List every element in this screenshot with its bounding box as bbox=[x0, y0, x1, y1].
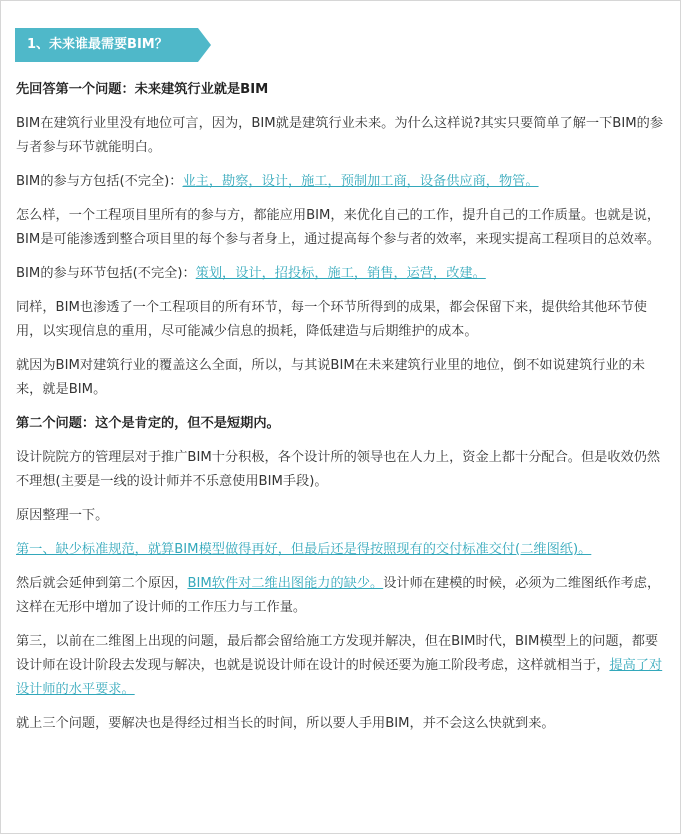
paragraph-text: 第三，以前在二维图上出现的问题，最后都会留给施工方发现并解决，但在BIM时代，BIM模型上的问题，都要设计师在设计阶段去发现与解决，也就是说设计师在设计的时候还要为施工阶段考虑，这样就相当于， bbox=[16, 634, 659, 673]
question-heading bbox=[16, 412, 666, 436]
paragraph-text: 怎么样，一个工程项目里所有的参与方，都能应用BIM，来优化自己的工作，提升自己的工作质量。也就是说，BIM是可能渗透到整合项目里的每个参与者身上，通过提高每个参与者的效率，来现实提高工程项目的总效率。 bbox=[16, 208, 661, 247]
paragraph bbox=[16, 572, 666, 620]
highlight-link[interactable]: BIM软件对二维出图能力的缺少。 bbox=[187, 576, 384, 591]
paragraph-text: 先回答第一个问题：未来建筑行业就是BIM bbox=[16, 82, 269, 97]
paragraph bbox=[16, 712, 666, 736]
paragraph-text: 然后就会延伸到第二个原因， bbox=[16, 576, 188, 591]
paragraph-text: 设计院院方的管理层对于推广BIM十分积极，各个设计所的领导也在人力上，资金上都十分配合。但是收效仍然不理想(主要是一线的设计师并不乐意使用BIM手段)。 bbox=[16, 450, 661, 489]
paragraph-text: BIM的参与环节包括(不完全)： bbox=[16, 266, 196, 281]
paragraph bbox=[16, 354, 666, 402]
section-title: 1、未来谁最需要BIM？ bbox=[27, 37, 168, 52]
highlight-link[interactable]: 业主，勘察，设计，施工，预制加工商，设备供应商，物管。 bbox=[182, 174, 539, 189]
paragraph bbox=[16, 446, 666, 494]
paragraph-text: 原因整理一下。 bbox=[16, 508, 109, 523]
paragraph-text: 就上三个问题，要解决也是得经过相当长的时间，所以要人手用BIM，并不会这么快就到来。 bbox=[16, 716, 555, 731]
paragraph-text: 设计师在建模的时候，必须为二维图纸作考虑，这样在无形中增加了设计师的工作压力与工作量。 bbox=[16, 576, 661, 615]
paragraph bbox=[16, 296, 666, 344]
paragraph bbox=[16, 170, 666, 194]
paragraph bbox=[16, 204, 666, 252]
section-banner bbox=[15, 28, 211, 62]
banner-arrow-tip bbox=[198, 28, 211, 62]
paragraph-text: 第二个问题：这个是肯定的，但不是短期内。 bbox=[16, 416, 280, 431]
paragraph bbox=[16, 630, 666, 702]
highlight-link[interactable]: 第一、缺少标准规范，就算BIM模型做得再好，但最后还是得按照现有的交付标准交付(二维图纸)。 bbox=[16, 542, 592, 557]
highlight-link[interactable]: 提高了对设计师的水平要求。 bbox=[16, 658, 663, 697]
paragraph bbox=[16, 504, 666, 528]
paragraph bbox=[16, 538, 666, 562]
paragraph-text: 同样，BIM也渗透了一个工程项目的所有环节，每一个环节所得到的成果，都会保留下来，提供给其他环节使用，以实现信息的重用，尽可能减少信息的损耗，降低建造与后期维护的成本。 bbox=[16, 300, 647, 339]
paragraph-text: 就因为BIM对建筑行业的覆盖这么全面，所以，与其说BIM在未来建筑行业里的地位，倒不如说建筑行业的未来，就是BIM。 bbox=[16, 358, 645, 397]
paragraph bbox=[16, 112, 666, 160]
question-heading bbox=[16, 78, 666, 102]
highlight-link[interactable]: 策划，设计，招投标，施工，销售，运营，改建。 bbox=[195, 266, 486, 281]
paragraph-text: BIM在建筑行业里没有地位可言，因为，BIM就是建筑行业未来。为什么这样说?其实只要简单了解一下BIM的参与者参与环节就能明白。 bbox=[16, 116, 664, 155]
paragraph bbox=[16, 262, 666, 286]
paragraph-text: BIM的参与方包括(不完全)： bbox=[16, 174, 183, 189]
article-body bbox=[16, 78, 666, 746]
